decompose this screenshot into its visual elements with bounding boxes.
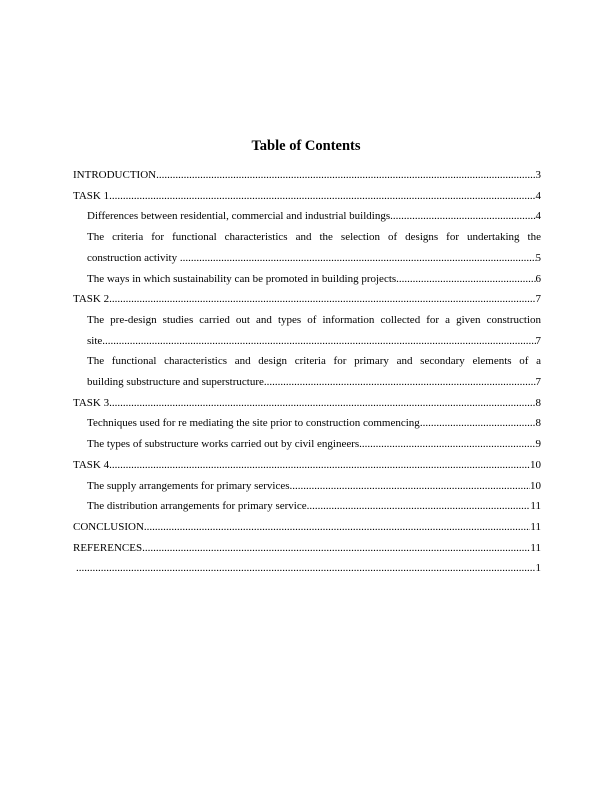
dot-leader bbox=[109, 455, 530, 476]
dot-leader bbox=[420, 413, 536, 434]
dot-leader bbox=[142, 538, 530, 559]
dot-leader bbox=[390, 206, 535, 227]
toc-page-number: 11 bbox=[530, 541, 541, 554]
toc-entry-task1[interactable] bbox=[73, 186, 541, 207]
toc-entry-label: TASK 3 bbox=[73, 396, 110, 409]
toc-entry-label: The types of substructure works carried out by civil engineers bbox=[87, 438, 360, 451]
toc-entry-label: INTRODUCTION bbox=[73, 169, 157, 181]
toc-page-number: 4 bbox=[535, 189, 541, 202]
toc-entry-label: TASK 4 bbox=[73, 458, 110, 471]
toc-title: Table of Contents bbox=[251, 138, 361, 154]
toc-entry-label: building substructure and superstructure bbox=[87, 376, 264, 389]
toc-entry-t4-distribution[interactable] bbox=[73, 496, 541, 517]
toc-entry-t2-predesign[interactable] bbox=[73, 310, 541, 351]
toc-entry-task2[interactable] bbox=[73, 289, 541, 310]
table-of-contents bbox=[73, 165, 541, 579]
toc-entry-first-line: The pre-design studies carried out and types of information collected for a given construction bbox=[87, 313, 541, 326]
toc-page-number: 11 bbox=[530, 500, 541, 513]
dot-leader bbox=[290, 476, 530, 497]
toc-entry-first-line: The functional characteristics and design criteria for primary and secondary elements of a bbox=[87, 355, 541, 368]
toc-page-number: 8 bbox=[535, 417, 541, 430]
toc-entry-t2-functional[interactable] bbox=[73, 351, 541, 392]
toc-entry-label: construction activity bbox=[87, 251, 180, 264]
toc-entry-t3-techniques[interactable] bbox=[73, 413, 541, 434]
toc-entry-references[interactable] bbox=[73, 538, 541, 559]
toc-entry-label: CONCLUSION bbox=[73, 520, 144, 533]
toc-entry-t4-supply[interactable] bbox=[73, 476, 541, 497]
toc-entry-label: Differences between residential, commercial and industrial buildings bbox=[87, 210, 391, 223]
dot-leader bbox=[102, 331, 535, 352]
toc-entry-t1-sustainability[interactable] bbox=[73, 269, 541, 290]
toc-entry-task3[interactable] bbox=[73, 393, 541, 414]
toc-entry-conclusion[interactable] bbox=[73, 517, 541, 538]
toc-page-number: 3 bbox=[535, 169, 541, 181]
dot-leader bbox=[76, 558, 536, 579]
toc-page-number: 4 bbox=[535, 210, 541, 223]
dot-leader bbox=[264, 372, 536, 393]
toc-page-number: 7 bbox=[535, 293, 541, 306]
dot-leader bbox=[359, 434, 535, 455]
toc-entry-label: The distribution arrangements for primary service bbox=[87, 500, 307, 513]
dot-leader bbox=[307, 496, 531, 517]
toc-page-number: 11 bbox=[530, 520, 541, 533]
dot-leader bbox=[109, 289, 535, 310]
toc-entry-t1-differences[interactable] bbox=[73, 206, 541, 227]
dot-leader bbox=[109, 186, 535, 207]
toc-entry-label: Techniques used for re mediating the site prior to construction commencing bbox=[87, 417, 420, 430]
toc-page-number: 7 bbox=[535, 334, 541, 347]
toc-page-number: 6 bbox=[535, 272, 541, 285]
toc-entry-t1-criteria[interactable] bbox=[73, 227, 541, 268]
dot-leader bbox=[109, 393, 535, 414]
toc-page-number: 8 bbox=[535, 396, 541, 409]
toc-page-number: 10 bbox=[530, 458, 541, 471]
toc-entry-label: REFERENCES bbox=[73, 541, 143, 554]
toc-page-number: 7 bbox=[535, 376, 541, 389]
toc-entry-extra[interactable] bbox=[73, 558, 541, 579]
toc-entry-label: site bbox=[87, 334, 103, 347]
dot-leader bbox=[396, 269, 535, 290]
toc-entry-label: TASK 1 bbox=[73, 189, 110, 202]
toc-page-number: 5 bbox=[535, 251, 541, 264]
dot-leader bbox=[156, 165, 535, 186]
toc-entry-t3-substructure[interactable] bbox=[73, 434, 541, 455]
toc-entry-task4[interactable] bbox=[73, 455, 541, 476]
dot-leader bbox=[144, 517, 531, 538]
dot-leader bbox=[180, 248, 536, 269]
toc-page-number: 10 bbox=[530, 479, 541, 492]
toc-page-number: 1 bbox=[535, 562, 541, 575]
toc-entry-introduction[interactable] bbox=[73, 165, 541, 186]
toc-entry-label: The supply arrangements for primary services bbox=[87, 479, 290, 492]
toc-entry-label: TASK 2 bbox=[73, 293, 110, 306]
toc-entry-label: The ways in which sustainability can be promoted in building projects bbox=[87, 272, 397, 285]
toc-entry-first-line: The criteria for functional characteristics and the selection of designs for undertaking the bbox=[87, 231, 541, 244]
toc-page-number: 9 bbox=[535, 438, 541, 451]
